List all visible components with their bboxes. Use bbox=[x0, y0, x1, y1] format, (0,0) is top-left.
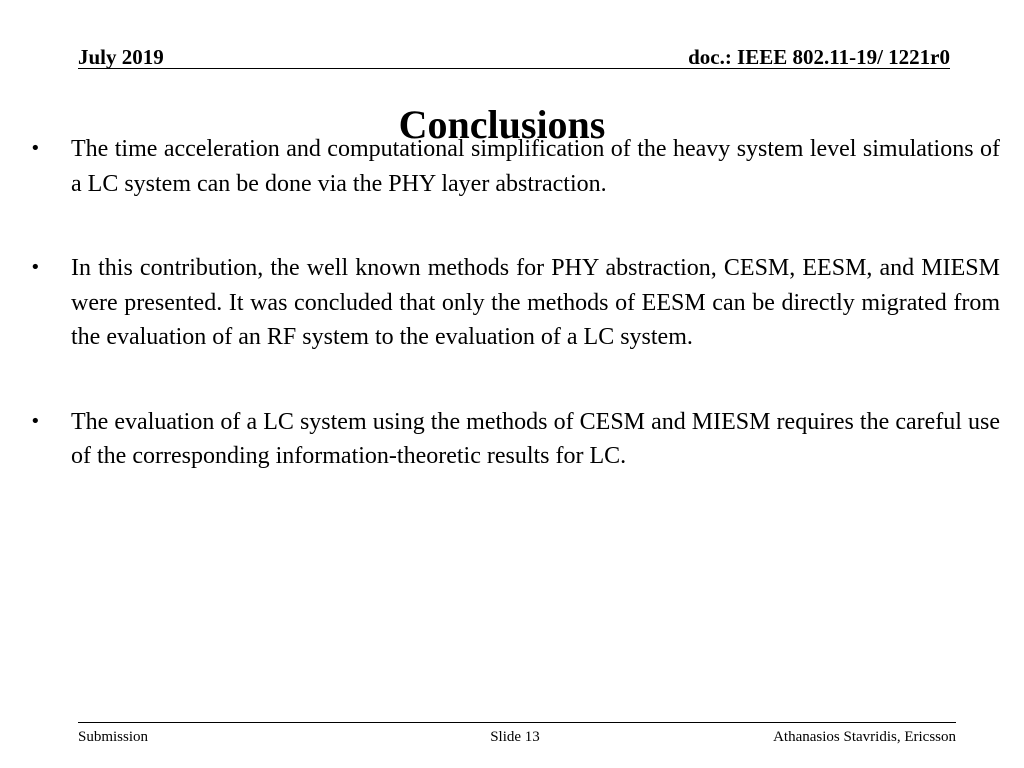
bullet-marker: • bbox=[30, 138, 41, 159]
bullet-marker: • bbox=[30, 257, 41, 278]
bullet-item bbox=[24, 405, 1000, 474]
bullet-text: In this contribution, the well known methods for PHY abstraction, CESM, EESM, and MIESM were presented. It was concluded that only the methods of EESM can be directly migrated from the evaluation of an RF system to the evaluation of a LC system. bbox=[71, 255, 1000, 350]
header-divider bbox=[78, 68, 950, 69]
footer-author: Athanasios Stavridis, Ericsson bbox=[773, 729, 956, 745]
bullet-marker: • bbox=[30, 410, 41, 432]
footer-slide-number: Slide 13 bbox=[490, 729, 540, 745]
footer-submission: Submission bbox=[78, 729, 149, 745]
bullet-item bbox=[24, 132, 1000, 201]
header-document-id: doc.: IEEE 802.11-19/ 1221r0 bbox=[688, 45, 950, 69]
bullet-item bbox=[24, 251, 1000, 355]
footer-divider bbox=[78, 722, 956, 723]
bullet-list bbox=[24, 132, 1000, 524]
bullet-text: The time acceleration and computational simplification of the heavy system level simulations of a LC system can be done via the PHY layer abstraction. bbox=[71, 136, 1000, 197]
header-date: July 2019 bbox=[78, 45, 164, 69]
slide-title: Conclusions bbox=[398, 101, 606, 147]
bullet-text: The evaluation of a LC system using the methods of CESM and MIESM requires the careful use of the corresponding information-theoretic results for LC. bbox=[71, 408, 1000, 469]
